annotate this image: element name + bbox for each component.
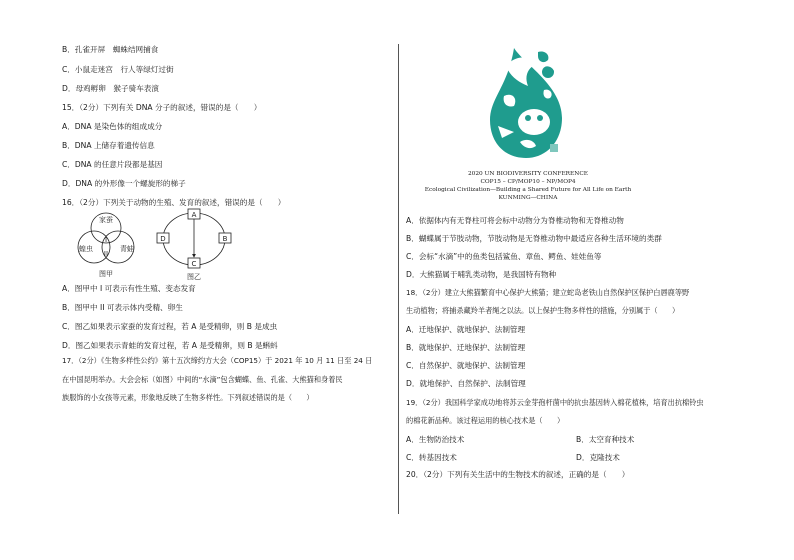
cycle-diagram: [152, 207, 236, 281]
venn-caption: 图甲: [99, 270, 113, 278]
cycle-node-c: C: [191, 260, 197, 268]
q14-option-d: D．母鸡孵卵 猴子骑车表演: [62, 84, 159, 93]
q18-option-c: C．自然保护、就地保护、法制管理: [406, 361, 526, 370]
q17-option-d: D．大熊猫属于哺乳类动物，是我国特有物种: [406, 270, 557, 279]
q15-stem: 15．（2分）下列有关 DNA 分子的叙述，错误的是（ ）: [62, 103, 262, 112]
column-divider: [398, 44, 399, 514]
q18-line-1: 18．（2分）建立大熊猫繁育中心保护大熊猫；建立蛇岛老铁山自然保护区保护白唇鹿等野: [406, 288, 690, 297]
cycle-node-a: A: [191, 211, 197, 219]
q16-option-d: D．图乙如果表示青蛙的发育过程，若 A 是受精卵，则 B 是蝌蚪: [62, 341, 278, 350]
q15-option-b: B．DNA 上储存着遗传信息: [62, 141, 155, 150]
q18-option-b: B．就地保护、迁地保护、法制管理: [406, 343, 526, 352]
cop15-logo-icon: [484, 46, 568, 162]
venn-label-top: 家蚕: [99, 216, 113, 224]
conference-theme: Ecological Civilization—Building a Shared Future for All Life on Earth: [424, 187, 632, 193]
q20-stem: 20．（2分）下列有关生活中的生物技术的叙述，正确的是（ ）: [406, 470, 630, 479]
q19-line-2: 的棉花新品种。该过程运用的核心技术是（ ）: [406, 416, 565, 425]
q17-line-1: 17．（2分）《生物多样性公约》第十五次缔约方大会（COP15）于 2021 年 10 月 11 日至 24 日: [62, 356, 373, 365]
q16-option-b: B．图甲中 II 可表示体内受精、卵生: [62, 303, 183, 312]
q14-option-b: B．孔雀开屏 蜘蛛结网捕食: [62, 45, 159, 54]
q19-option-a: A．生物防治技术: [406, 435, 465, 444]
q18-line-2: 生动植物；将捕杀藏羚羊者绳之以法。以上保护生物多样性的措施，分别属于（ ）: [406, 306, 680, 315]
q17-option-c: C．会标“水滴”中的鱼类包括鲨鱼、章鱼、鳄鱼、娃娃鱼等: [406, 252, 602, 261]
q14-option-c: C．小鼠走迷宫 行人等绿灯过街: [62, 65, 174, 74]
q18-option-a: A．迁地保护、就地保护、法制管理: [406, 325, 526, 334]
q19-option-c: C．转基因技术: [406, 453, 457, 462]
venn-diagram: [66, 207, 146, 281]
q18-option-d: D．就地保护、自然保护、法制管理: [406, 379, 526, 388]
conference-title: 2020 UN BIODIVERSITY CONFERENCE: [467, 171, 589, 177]
q17-line-2: 在中国昆明举办。大会会标（如图）中间的“水滴”包含蝴蝶、鱼、孔雀、大熊猫和身着民: [62, 375, 343, 384]
q15-option-a: A．DNA 是染色体的组成成分: [62, 122, 163, 131]
q19-option-b: B．太空育种技术: [576, 435, 635, 444]
q19-option-d: D．克隆技术: [576, 453, 620, 462]
conference-meetings: COP15 – CP/MOP10 – NP/MOP4: [480, 179, 576, 185]
venn-region-i: I: [104, 236, 108, 244]
venn-region-ii: II: [103, 250, 109, 258]
cycle-node-b: B: [222, 235, 228, 243]
q16-option-c: C．图乙如果表示家蚕的发育过程，若 A 是受精卵，则 B 是成虫: [62, 322, 278, 331]
conference-location: KUNMING—CHINA: [498, 195, 558, 201]
q16-option-a: A．图甲中 I 可表示有性生殖、变态发育: [62, 284, 196, 293]
q17-option-a: A．依据体内有无脊柱可将会标中动物分为脊椎动物和无脊椎动物: [406, 216, 624, 225]
cycle-caption: 图乙: [187, 273, 201, 281]
cycle-node-d: D: [160, 235, 166, 243]
q15-option-c: C．DNA 的任意片段都是基因: [62, 160, 163, 169]
q15-option-d: D．DNA 的外形像一个螺旋形的梯子: [62, 179, 186, 188]
q19-line-1: 19．（2分）我国科学家成功地将苏云金芽孢杆菌中的抗虫基因转入棉花植株，培育出抗棉铃虫: [406, 398, 704, 407]
venn-label-right: 青蛙: [120, 245, 134, 253]
q16-stem: 16．（2分）下列关于动物的生殖、发育的叙述，错误的是（ ）: [62, 198, 286, 207]
q17-line-3: 族服饰的小女孩等元素，形象地反映了生物多样性。下列叙述错误的是（ ）: [62, 393, 314, 402]
venn-label-left: 蝗虫: [79, 245, 93, 253]
q17-option-b: B．蝴蝶属于节肢动物，节肢动物是无脊椎动物中最适应各种生活环境的类群: [406, 234, 662, 243]
